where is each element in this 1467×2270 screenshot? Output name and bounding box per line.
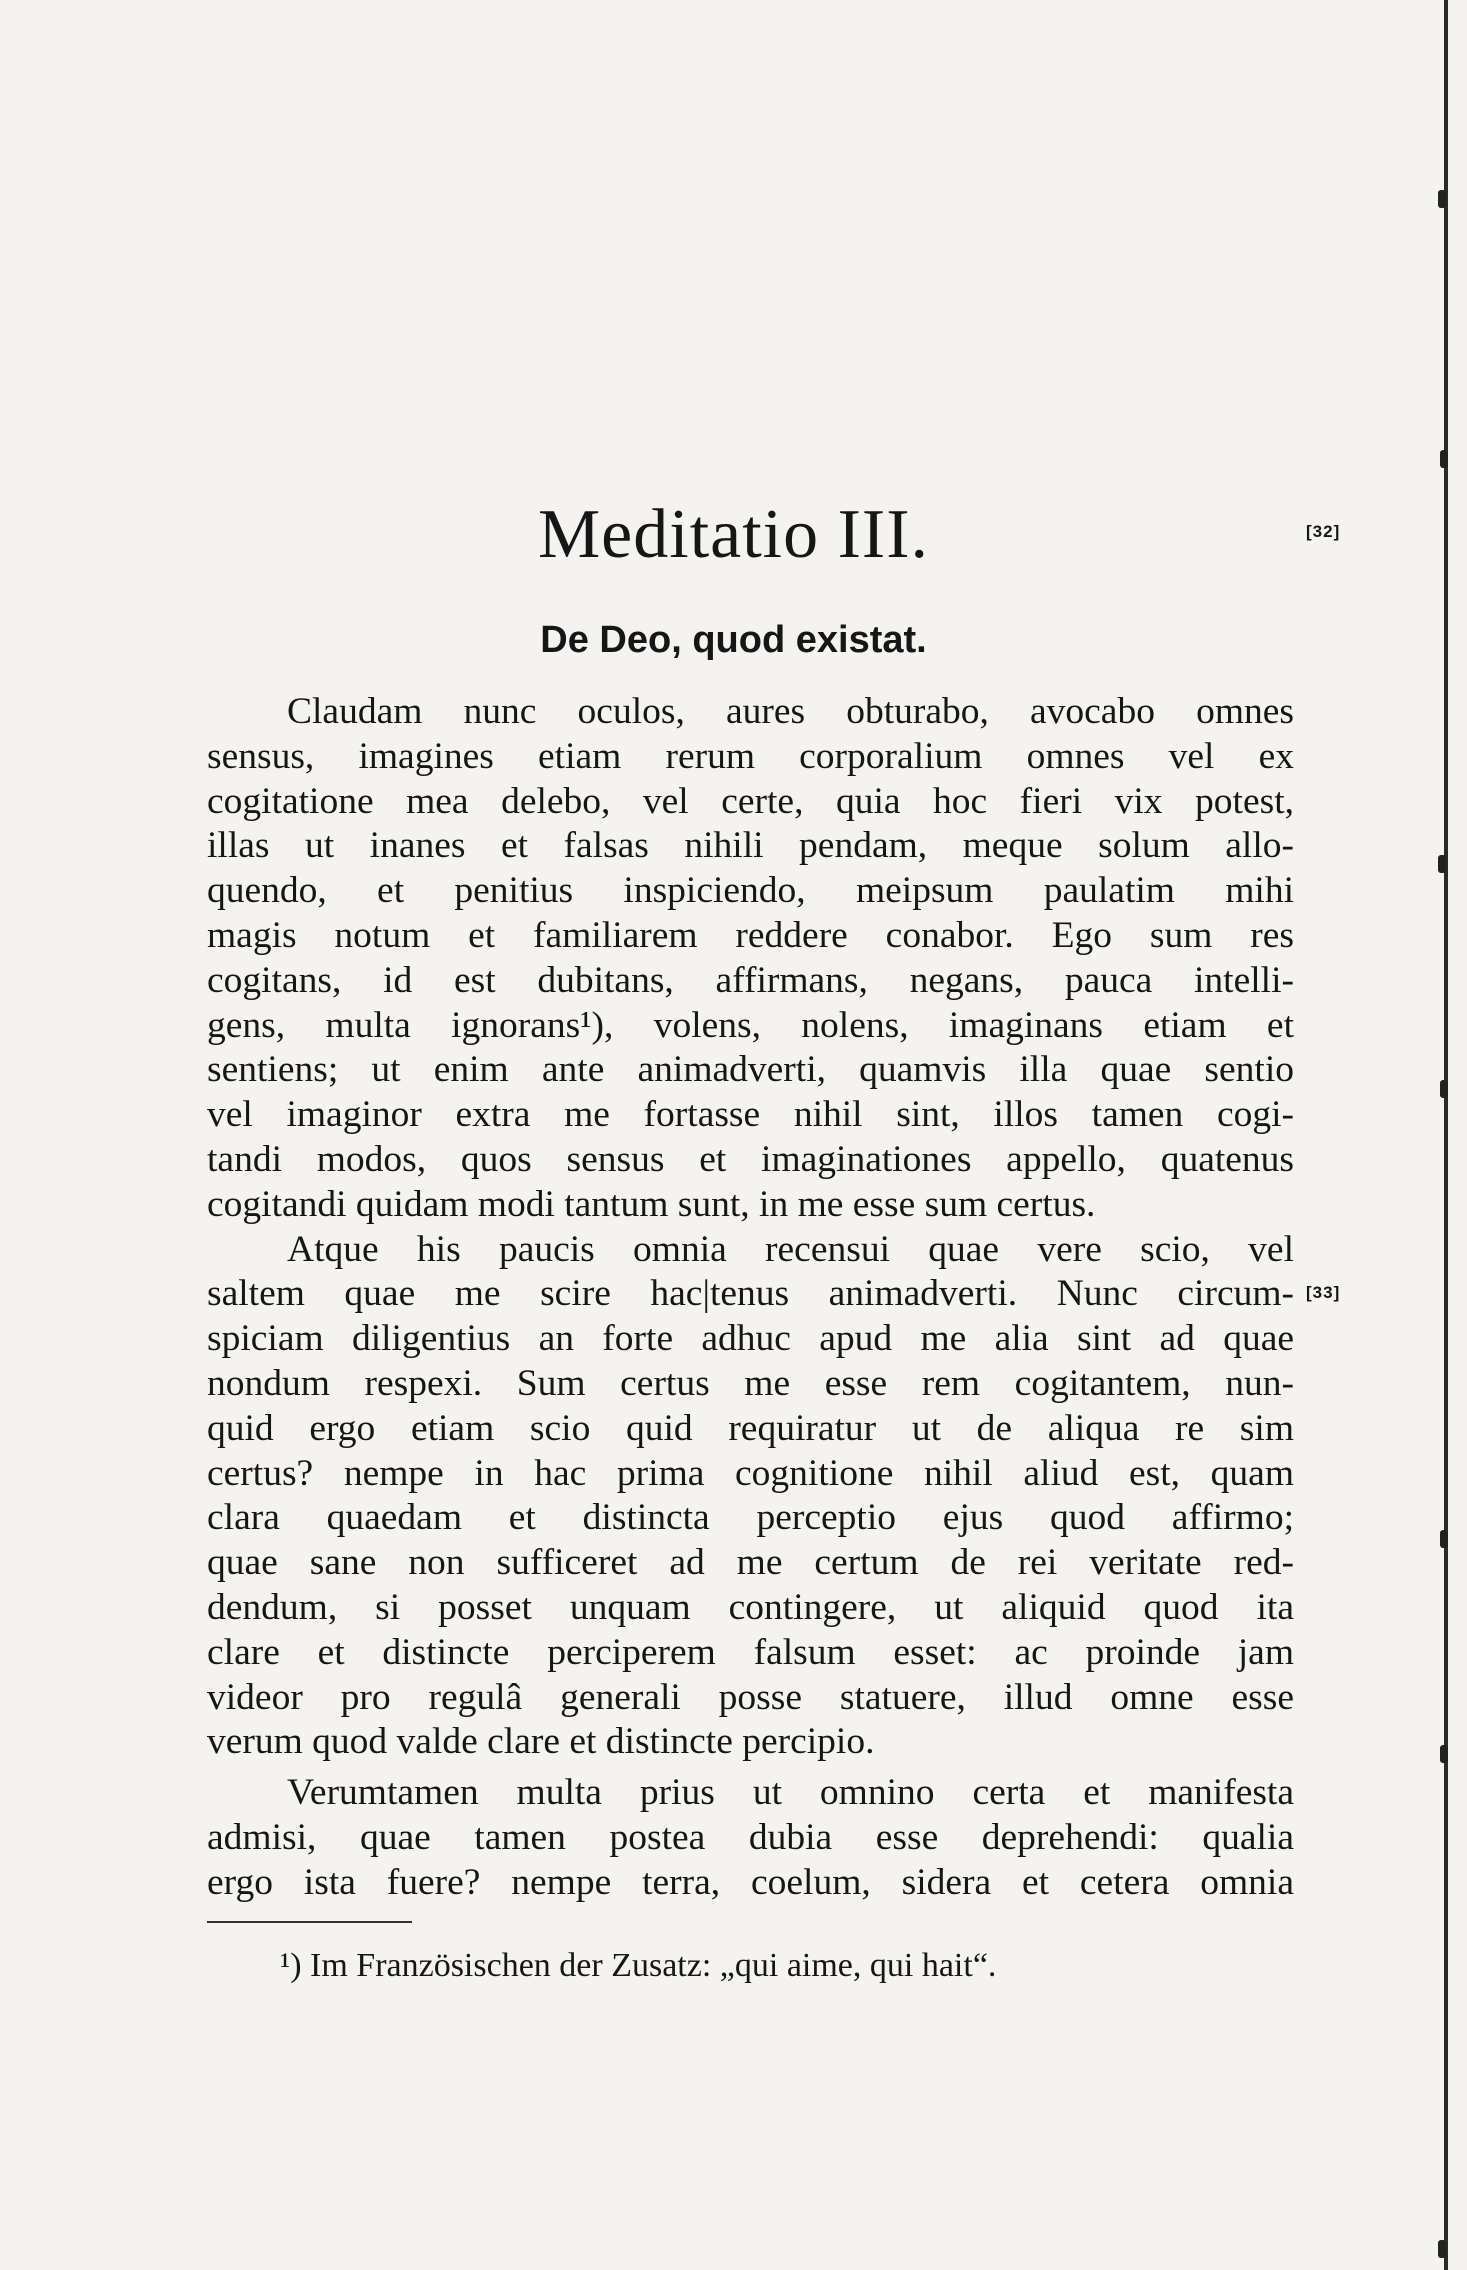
page-edge-line: [1444, 0, 1448, 2270]
text-line: quid ergo etiam scio quid requiratur ut de aliqua re sim: [207, 1407, 1294, 1449]
footnote-divider: [207, 1921, 412, 1923]
binding-mark: [1438, 855, 1446, 873]
paragraph: [207, 1228, 1294, 1766]
paragraph: [207, 1771, 1294, 1905]
main-text: [207, 690, 1294, 1906]
binding-mark: [1440, 1745, 1448, 1763]
text-line: videor pro regulâ generali posse statuere, illud omne esse: [207, 1676, 1294, 1718]
text-line: saltem quae me scire hac|tenus animadverti. Nunc circum-: [207, 1273, 1294, 1315]
text-line: dendum, si posset unquam contingere, ut aliquid quod ita: [207, 1586, 1294, 1628]
text-line: ergo ista fuere? nempe terra, coelum, sidera et cetera omnia: [207, 1861, 1294, 1903]
text-line: Claudam nunc oculos, aures obturabo, avocabo omnes: [287, 691, 1294, 732]
binding-mark: [1440, 1080, 1448, 1098]
text-line: cogitatione mea delebo, vel certe, quia hoc fieri vix potest,: [207, 780, 1294, 822]
text-line: clara quaedam et distincta perceptio ejus quod affirmo;: [207, 1497, 1294, 1539]
text-line: spiciam diligentius an forte adhuc apud me alia sint ad quae: [207, 1318, 1294, 1360]
text-line: quendo, et penitius inspiciendo, meipsum paulatim mihi: [207, 870, 1294, 912]
text-line: gens, multa ignorans¹), volens, nolens, imaginans etiam et: [207, 1004, 1294, 1046]
text-line: magis notum et familiarem reddere conabor. Ego sum res: [207, 914, 1294, 956]
chapter-heading: Meditatio III.: [537, 496, 930, 573]
binding-mark: [1440, 450, 1448, 468]
text-line: clare et distincte perciperem falsum esset: ac proinde jam: [207, 1631, 1294, 1673]
binding-mark: [1440, 1530, 1448, 1548]
binding-mark: [1438, 190, 1446, 208]
text-line: illas ut inanes et falsas nihili pendam, meque solum allo-: [207, 825, 1294, 867]
text-line: certus? nempe in hac prima cognitione nihil aliud est, quam: [207, 1452, 1294, 1494]
text-line: cogitandi quidam modi tantum sunt, in me esse sum certus.: [207, 1183, 1096, 1225]
footnote: ¹) Im Französischen der Zusatz: „qui aime, qui hait“.: [280, 1947, 997, 1984]
text-line: Verumtamen multa prius ut omnino certa et manifesta: [287, 1772, 1294, 1814]
text-line: sensus, imagines etiam rerum corporalium omnes vel ex: [207, 735, 1294, 777]
text-line: admisi, quae tamen postea dubia esse deprehendi: qualia: [207, 1816, 1294, 1858]
text-line: tandi modos, quos sensus et imaginationes appello, quatenus: [207, 1138, 1294, 1180]
text-line: vel imaginor extra me fortasse nihil sint, illos tamen cogi-: [207, 1094, 1294, 1136]
text-line: verum quod valde clare et distincte percipio.: [207, 1721, 875, 1763]
paragraph: [207, 690, 1294, 1228]
chapter-subheading: De Deo, quod existat.: [540, 619, 927, 661]
margin-page-marker: [33]: [1306, 1283, 1341, 1302]
text-line: cogitans, id est dubitans, affirmans, negans, pauca intelli-: [207, 959, 1294, 1001]
text-line: Atque his paucis omnia recensui quae vere scio, vel: [287, 1228, 1294, 1270]
text-line: nondum respexi. Sum certus me esse rem cogitantem, nun-: [207, 1362, 1294, 1404]
text-line: quae sane non sufficeret ad me certum de rei veritate red-: [207, 1542, 1294, 1584]
text-line: sentiens; ut enim ante animadverti, quamvis illa quae sentio: [207, 1049, 1294, 1091]
binding-mark: [1438, 2240, 1446, 2258]
margin-page-marker: [32]: [1306, 522, 1341, 541]
